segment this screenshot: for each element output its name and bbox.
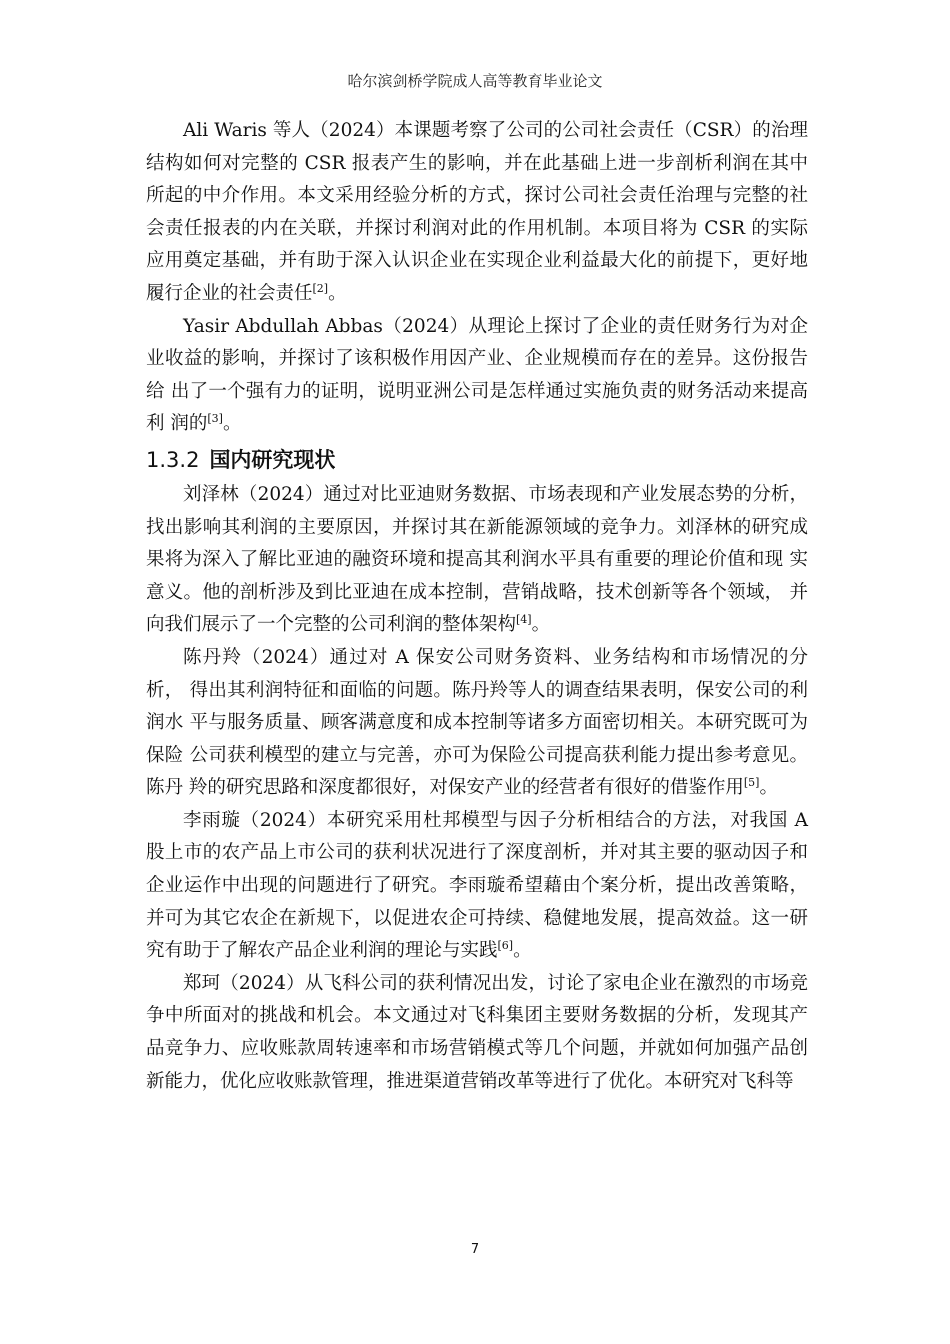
paragraph-text: 李雨璇（2024）本研究采用杜邦模型与因子分析相结合的方法，对我国 A 股上市的农产品上市公司的获利状况进行了深度剖析，并对其主要的驱动因子和 企业运作中出现的问题进行了研究。李雨璇希望藉由个案分析，提出改善策略， 并可为其它农企在新规下，以促进农企可持续、稳健地发展，提高效益。这一研 究有助于了解农产品企业利润的理论与实践 xyxy=(146,809,808,962)
paragraph-end: 。 xyxy=(759,777,778,799)
paragraph-text: 刘泽林（2024）通过对比亚迪财务数据、市场表现和产业发展态势的分析， 找出影响其利润的主要原因，并探讨其在新能源领域的竞争力。刘泽林的研究成 果将为深入了解比亚迪的融资环境和提高其利润水平具有重要的理论价值和现 实意义。他的剖析涉及到比亚迪在成本控制，营销战略，技术创新等各个领域， 并向我们展示了一个完整的公司利润的整体架构 xyxy=(146,483,808,636)
paragraph-end: 。 xyxy=(222,413,242,435)
paragraph-li-yuxuan xyxy=(146,805,808,968)
paragraph-end: 。 xyxy=(328,282,347,304)
page-header: 哈尔滨剑桥学院成人高等教育毕业论文 xyxy=(347,72,603,90)
citation-ref: [5] xyxy=(743,776,760,790)
paragraph-text: 陈丹羚（2024）通过对 A 保安公司财务资料、业务结构和市场情况的分析， 得出其利润特征和面临的问题。陈丹羚等人的调查结果表明，保安公司的利润水 平与服务质量、顾客满意度和成本控制等诸多方面密切相关。本研究既可为保险 公司获利模型的建立与完善，亦可为保险公司提高获利能力提出参考意见。陈丹 羚的研究思路和深度都很好，对保安产业的经营者有很好的借鉴作用 xyxy=(146,646,808,799)
paragraph-text: Yasir Abdullah Abbas（2024）从理论上探讨了企业的责任财务行为对企业收益的影响，并探讨了该积极作用因产业、企业规模而存在的差异。这份报告给 出了一个强有力的证明，说明亚洲公司是怎样通过实施负责的财务活动来提高利 润的 xyxy=(146,315,808,435)
paragraph-end: 。 xyxy=(531,614,551,636)
citation-ref: [6] xyxy=(497,939,514,953)
paragraph-chen-danling xyxy=(146,642,808,805)
paragraph-yasir-abbas xyxy=(146,311,808,441)
citation-ref: [3] xyxy=(207,412,223,426)
section-number: 1.3.2 xyxy=(146,447,200,472)
citation-ref: [4] xyxy=(516,613,532,627)
paragraph-text: 郑珂（2024）从飞科公司的获利情况出发，讨论了家电企业在激烈的市场竞 争中所面对的挑战和机会。本文通过对飞科集团主要财务数据的分析，发现其产 品竞争力、应收账款周转速率和市场营销模式等几个问题，并就如何加强产品创 新能力，优化应收账款管理，推进渠道营销改革等进行了优化。本研究对飞科等 xyxy=(146,972,808,1092)
page-body xyxy=(146,115,808,1098)
section-heading xyxy=(146,444,808,476)
page-number: 7 xyxy=(470,1242,480,1257)
citation-ref: [2] xyxy=(312,281,329,295)
paragraph-text: Ali Waris 等人（2024）本课题考察了公司的公司社会责任（CSR）的治理结构如何对完整的 CSR 报表产生的影响，并在此基础上进一步剖析利润在其中所起的中介作用。本文采用经验分析的方式，探讨公司社会责任治理与完整的社会责任报表的内在关联，并探讨利润对此的作用机制。本项目将为 CSR 的实际 应用奠定基础，并有助于深入认识企业在实现企业利益最大化的前提下，更好地 履行企业的社会责任 xyxy=(146,120,808,304)
paragraph-liu-zelin xyxy=(146,479,808,642)
paragraph-ali-waris xyxy=(146,115,808,311)
paragraph-end: 。 xyxy=(513,940,532,962)
section-title: 国内研究现状 xyxy=(209,447,336,472)
paragraph-zheng-ke xyxy=(146,968,808,1098)
